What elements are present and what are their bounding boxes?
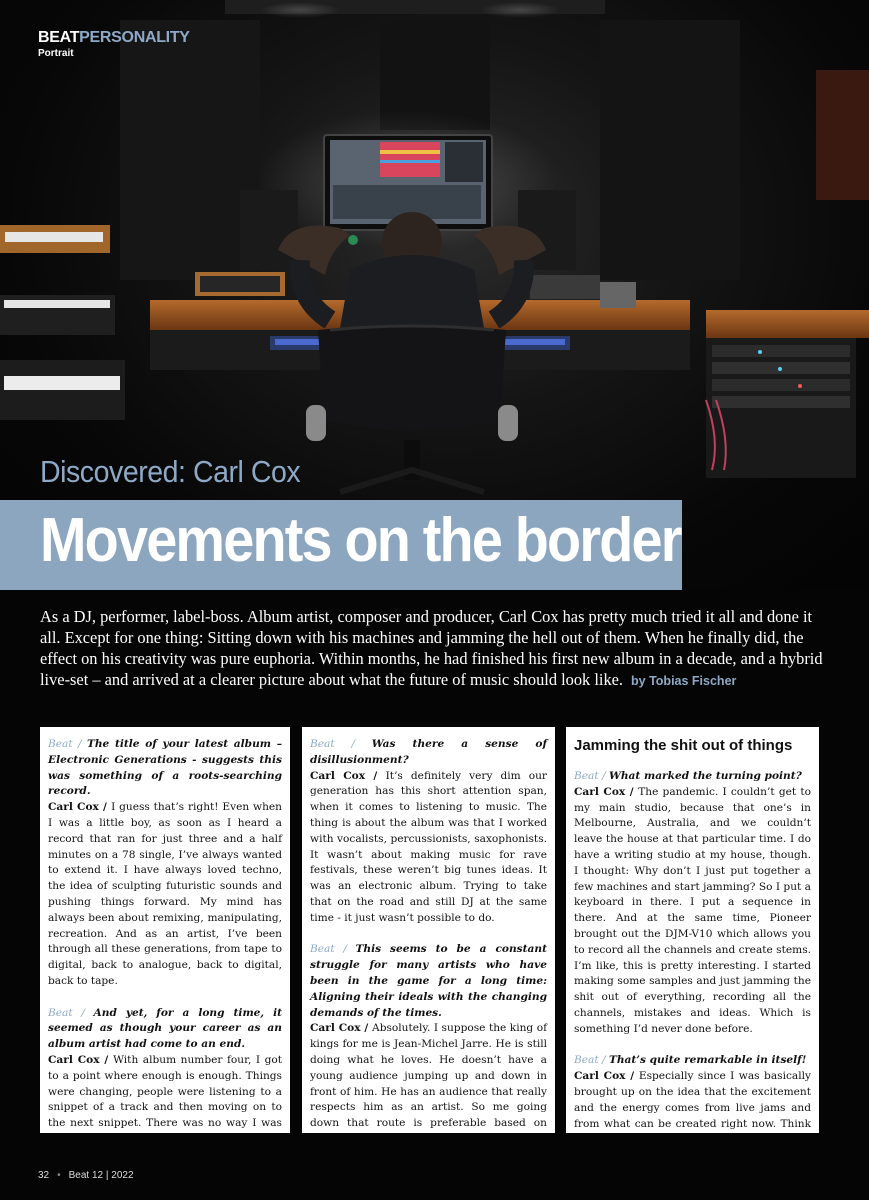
qa-block: [48, 737, 282, 990]
question: [310, 943, 547, 1018]
interviewer-label: Beat /: [48, 738, 87, 750]
issue-label: Beat 12 | 2022: [68, 1170, 134, 1181]
answer: [310, 770, 547, 924]
magazine-logo: BEATPERSONALITY: [38, 29, 190, 46]
answer: [48, 1054, 282, 1133]
lead-text: As a DJ, performer, label-boss. Album artist, composer and producer, Carl Cox has pretty much tried it all and done it all. Except for one thing: Sitting down with his machines and jamming the hell out of them. When he finally did, the effect on his creativity was pure euphoria. Within months, he had finished his first new album in a decade, and a hybrid live-set – and arrived at a clearer picture about what the future of music should look like.: [40, 607, 823, 689]
column-2: [302, 727, 555, 1133]
interviewer-label: Beat /: [310, 943, 356, 956]
interviewer-label: Beat /: [310, 738, 372, 750]
question: [574, 1054, 806, 1066]
speaker-label: Carl Cox /: [48, 801, 112, 814]
answer-text: It’s definitely very dim our generation has this short attention span, when it comes to listening to music. The thing is about the album was that I worked with vocalists, percussionists, saxophonists. It wasn’t about making music for rave festivals, these weren’t big tunes ideas. It was an electronic album. Trying to take that on the road and still DJ at the same time - it just wasn’t possible to do.: [310, 769, 547, 924]
qa-block: [310, 942, 547, 1133]
speaker-label: Carl Cox /: [48, 1053, 114, 1066]
speaker-label: Carl Cox /: [574, 1070, 639, 1083]
byline: by Tobias Fischer: [631, 674, 737, 688]
answer: [48, 801, 282, 987]
speaker-label: Carl Cox /: [310, 1022, 373, 1035]
answer: [574, 1070, 811, 1133]
interviewer-label: Beat /: [48, 1006, 94, 1019]
answer-text: I guess that’s right! Even when I was a little boy, as soon as I heard a record that ran for just three and a half minutes on a 78 single, I’ve always wanted to extend it. I have always loved techno, the idea of sculpting futuristic sounds and pushing things forward. My mind has always been about remixing, manipulating, recreation. And as an artist, I’ve been through all these generations, from tape to digital, back to analogue, back to digital, back to tape.: [48, 801, 282, 987]
page-number: 32: [38, 1170, 50, 1181]
question: [574, 770, 802, 782]
answer: [574, 786, 811, 1035]
qa-block: [574, 1053, 811, 1133]
separator-dot: •: [57, 1170, 61, 1181]
question: [48, 738, 282, 797]
qa-block: [48, 1006, 282, 1133]
question: [48, 1007, 282, 1051]
section-label: Portrait: [38, 48, 74, 59]
qa-block: [574, 769, 811, 1038]
question-text: Was there a sense of disillusionment?: [310, 738, 547, 766]
answer: [310, 1022, 547, 1133]
answer-text: The pandemic. I couldn’t get to my main studio, because that one’s in Melbourne, Australia, and we couldn’t leave the house at that particular time. I do have a writing studio at my house, though. I thought: Why don’t I just put together a few machines and start jamming? So I put a keyboard in there. I put a sequence in there. And at the same time, Pioneer brought out the DJM-V10 which allows you to record all the channels and create stems. I’m like, this is pretty interesting. I started making some samples and just jamming the shit out of everything, recording all the channels, mistakes and ideas. Which is something I’d never done before.: [574, 785, 811, 1035]
answer-text: Especially since I was basically brought up on the idea that the excitement and the energy comes from live jams and from what can be created right now. Think: [574, 1070, 811, 1130]
lead-paragraph: [40, 606, 830, 692]
kicker: Discovered: Carl Cox: [40, 454, 301, 489]
question-text: This seems to be a constant struggle for many artists who have been in the game for a long time: Aligning their ideals with the changing demands of the times.: [310, 943, 547, 1019]
column-3: [566, 727, 819, 1133]
interviewer-label: Beat /: [574, 770, 609, 782]
question: [310, 738, 547, 766]
masthead: [38, 30, 190, 59]
question-text: That’s quite remarkable in itself!: [608, 1054, 807, 1067]
interviewer-label: Beat /: [574, 1054, 609, 1067]
section-heading: Jamming the shit out of things: [574, 737, 793, 754]
article-title: Movements on the border: [40, 506, 681, 575]
question-text: And yet, for a long time, it seemed as though your career as an album artist had come to an end.: [48, 1006, 282, 1051]
question-text: What marked the turning point?: [608, 770, 802, 782]
speaker-label: Carl Cox /: [310, 769, 386, 782]
answer-text: With album number four, I got to a point where enough is enough. Things were changing, people were listening to a snippet of a track and then moving on to the next snippet. There was no way I was: [48, 1053, 282, 1130]
speaker-label: Carl Cox /: [574, 785, 639, 798]
page-footer: [38, 1170, 134, 1181]
column-1: [40, 727, 290, 1133]
answer-text: Absolutely. I suppose the king of kings for me is Jean-Michel Jarre. He is still doing what he loves. He doesn’t have a young audience jumping up and down in front of him. He has an audience that really respects him as an artist. So me going down that route is preferable based on: [310, 1022, 547, 1130]
qa-block: [310, 737, 547, 927]
question-text: The title of your latest album – Electronic Generations - suggests this was something of a roots-searching record.: [48, 738, 282, 798]
